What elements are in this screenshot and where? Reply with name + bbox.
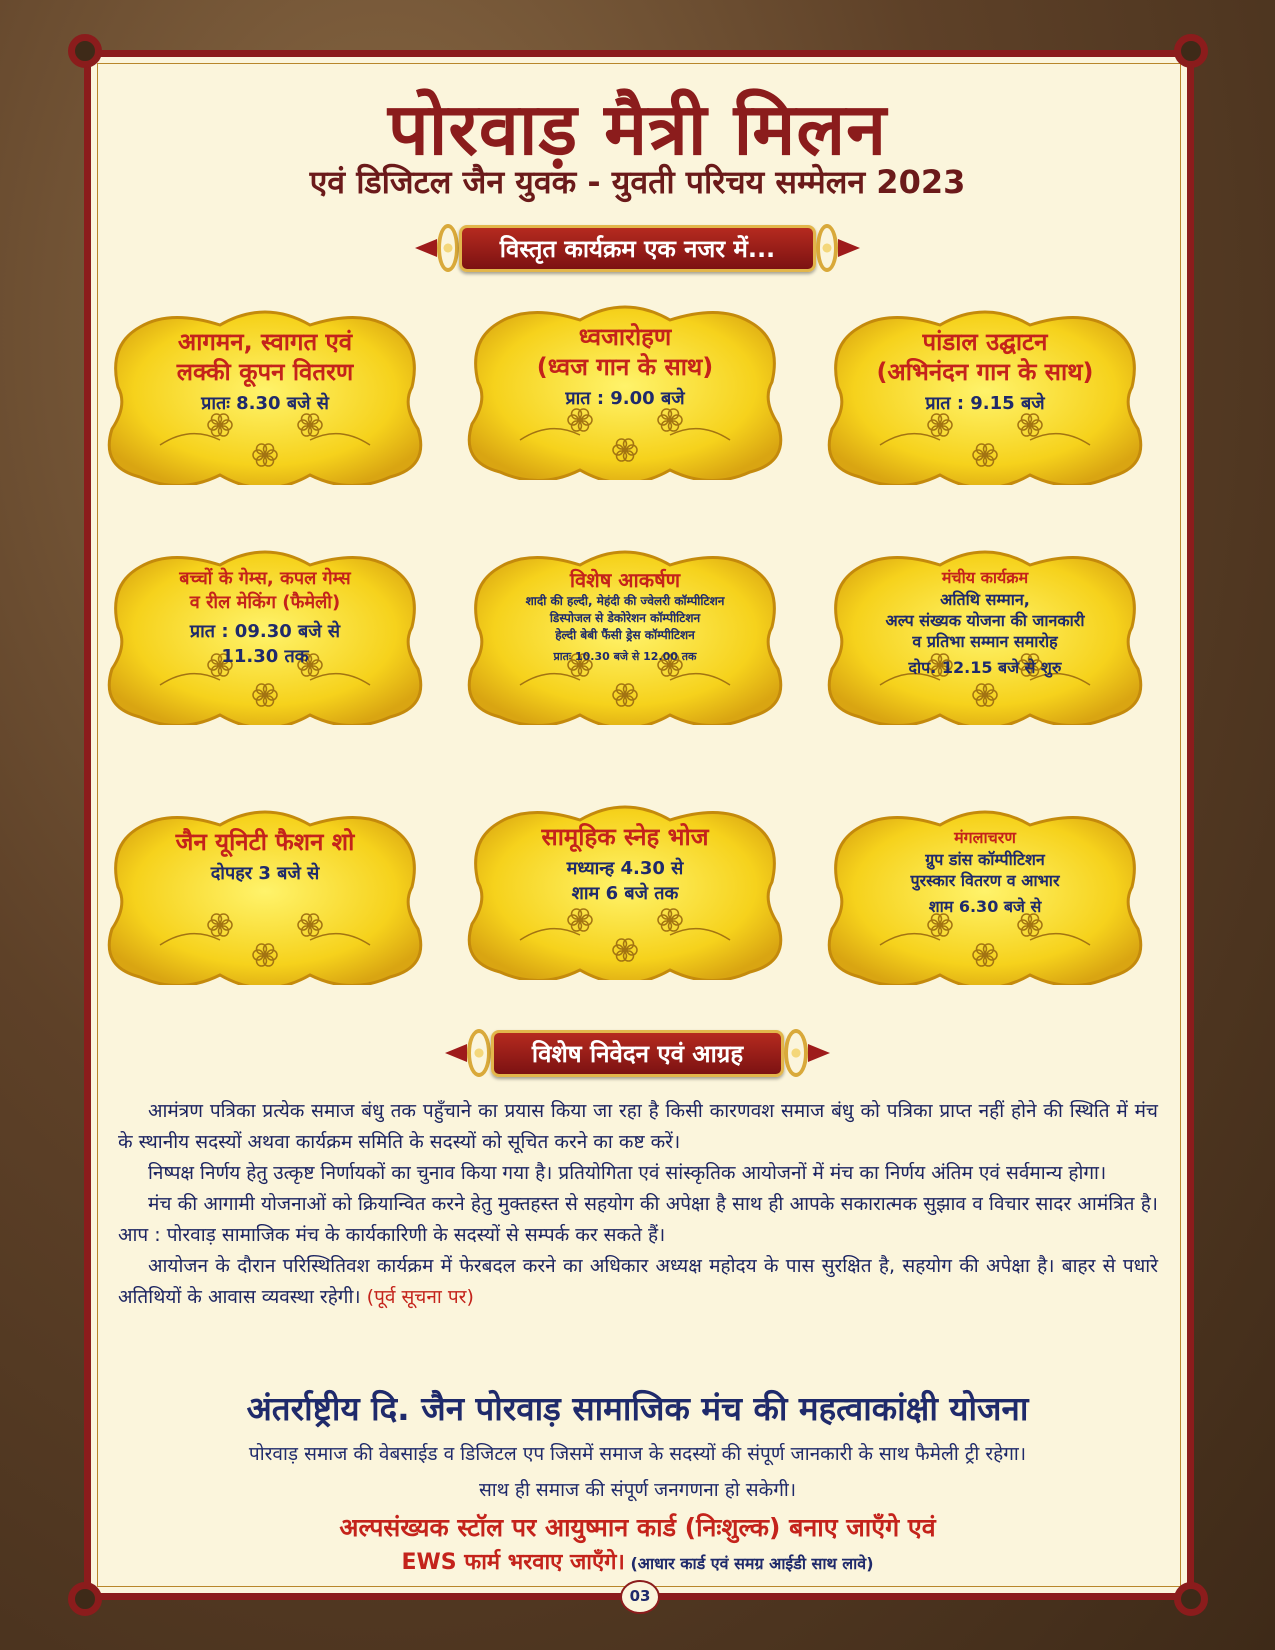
event-time: प्रात : 9.15 बजे: [925, 393, 1045, 414]
scheme-line-2: साथ ही समाज की संपूर्ण जनगणना हो सकेगी।: [478, 1479, 797, 1501]
event-time: शाम 6 बजे तक: [571, 883, 679, 904]
event-card: [460, 300, 790, 480]
event-time: प्रातः 8.30 बजे से: [201, 393, 329, 414]
event-title: विशेष आकर्षण: [569, 568, 681, 592]
frame-corner: [1174, 1582, 1208, 1616]
event-title: आगमन, स्वागत एवं: [177, 328, 353, 356]
event-time: दोपहर 3 बजे से: [210, 863, 320, 884]
program-ribbon: [415, 225, 860, 271]
event-detail: व प्रतिभा सम्मान समारोह: [912, 632, 1058, 651]
scheme-highlight-row: [0, 1546, 1275, 1576]
event-detail: हेल्दी बेबी फैंसी ड्रेस कॉम्पीटिशन: [555, 628, 695, 642]
event-time: प्रात : 9.00 बजे: [565, 388, 685, 409]
event-title: जैन यूनिटी फैशन शो: [175, 828, 355, 856]
event-title: लक्की कूपन वितरण: [176, 358, 354, 386]
event-title: बच्चों के गेम्स, कपल गेम्स: [179, 568, 351, 589]
scheme-highlight-1: अल्पसंख्यक स्टॉल पर आयुष्मान कार्ड (निःशुल्क) बनाए जाएँगे एवं: [339, 1513, 936, 1542]
event-title: मंचीय कार्यक्रम: [941, 568, 1029, 587]
event-title: (ध्वज गान के साथ): [536, 353, 714, 381]
event-title: व रील मेकिंग (फैमेली): [189, 592, 341, 613]
appeal-ribbon-label: विशेष निवेदन एवं आग्रह: [491, 1030, 784, 1077]
appeal-ribbon: [445, 1030, 830, 1076]
scheme-highlight-2: EWS फार्म भरवाए जाएँगे।: [401, 1550, 625, 1575]
frame-corner: [1174, 34, 1208, 68]
scheme-note: (आधार कार्ड एवं समग्र आईडी साथ लावे): [630, 1554, 874, 1573]
appeal-paragraph: निष्पक्ष निर्णय हेतु उत्कृष्ट निर्णायकों का चुनाव किया गया है। प्रतियोगिता एवं सांस्कृतिक आयोजनों में मंच का निर्णय अंतिम एवं सर्वमान्य होगा।: [148, 1162, 1107, 1184]
event-detail: डिस्पोजल से डेकोरेशन कॉम्पीटिशन: [549, 611, 701, 625]
ribbon-scroll-icon: [437, 224, 459, 272]
event-card: [100, 545, 430, 725]
scheme-line-1: पोरवाड़ समाज की वेबसाईड व डिजिटल एप जिसमें समाज के सदस्यों की संपूर्ण जानकारी के साथ फैमेली ट्री रहेगा।: [248, 1443, 1027, 1465]
event-card-text: [490, 322, 760, 411]
event-card-text: [850, 567, 1120, 679]
appeal-text: [118, 1096, 1158, 1313]
appeal-paragraph-text: आयोजन के दौरान परिस्थितिवश कार्यक्रम में फेरबदल करने का अधिकार अध्यक्ष महोदय के पास सुरक्षित है, सहयोग की अपेक्षा है। बाहर से पधारे अतिथियों के आवास व्यवस्था रहेगी।: [118, 1255, 1158, 1308]
event-time: प्रात : 09.30 बजे से: [189, 621, 341, 642]
event-card: [460, 800, 790, 980]
appeal-note: (पूर्व सूचना पर): [366, 1286, 474, 1308]
event-card-text: [490, 822, 760, 906]
frame-corner: [68, 34, 102, 68]
appeal-paragraph: [118, 1251, 1158, 1313]
event-title: पांडाल उद्घाटन: [922, 328, 1048, 356]
event-detail: पुरस्कार वितरण व आभार: [910, 871, 1060, 890]
event-card-text: [130, 827, 400, 886]
page-title: पोरवाड़ मैत्री मिलन: [387, 87, 888, 171]
event-detail: अल्प संख्यक योजना की जानकारी: [885, 611, 1085, 630]
event-card-text: [130, 327, 400, 416]
event-title: सामूहिक स्नेह भोज: [541, 823, 709, 851]
event-card-text: [130, 567, 400, 669]
event-card-text: [850, 827, 1120, 918]
page-number: 03: [620, 1580, 660, 1614]
event-card: [100, 305, 430, 485]
event-time: 11.30 तक: [221, 646, 309, 667]
event-time: प्रातः 10.30 बजे से 12.00 तक: [553, 650, 697, 663]
ribbon-dart-icon: [445, 1044, 467, 1062]
frame-corner: [68, 1582, 102, 1616]
event-card: [820, 545, 1150, 725]
ribbon-dart-icon: [808, 1044, 830, 1062]
event-time: मध्यान्ह 4.30 से: [566, 858, 684, 879]
event-title: (अभिनंदन गान के साथ): [876, 358, 1094, 386]
event-card: [820, 305, 1150, 485]
event-card: [820, 805, 1150, 985]
ribbon-dart-icon: [838, 239, 860, 257]
appeal-paragraph: मंच की आगामी योजनाओं को क्रियान्वित करने हेतु मुक्तहस्त से सहयोग की अपेक्षा है साथ ही आपके सकारात्मक सुझाव व विचार सादर आमंत्रित है। आप : पोरवाड़ सामाजिक मंच के कार्यकारिणी के सदस्यों से सम्पर्क कर सकते हैं।: [118, 1193, 1158, 1246]
scheme-headline: अंतर्राष्ट्रीय दि. जैन पोरवाड़ सामाजिक मंच की महत्वाकांक्षी योजना: [246, 1389, 1029, 1428]
event-time: दोप. 12.15 बजे से शुरु: [908, 658, 1062, 677]
ribbon-scroll-icon: [467, 1029, 491, 1077]
ribbon-scroll-icon: [784, 1029, 808, 1077]
event-card: [100, 805, 430, 985]
event-title: ध्वजारोहण: [578, 323, 672, 351]
appeal-paragraph: आमंत्रण पत्रिका प्रत्येक समाज बंधु तक पहुँचाने का प्रयास किया जा रहा है किसी कारणवश समाज बंधु को पत्रिका प्राप्त नहीं होने की स्थिति में मंच के स्थानीय सदस्यों अथवा कार्यक्रम समिति के सदस्यों को सूचित करने का कष्ट करें।: [118, 1100, 1158, 1153]
event-detail: ग्रुप डांस कॉम्पीटिशन: [925, 850, 1045, 869]
event-time: शाम 6.30 बजे से: [928, 897, 1042, 916]
event-card-text: [490, 567, 760, 666]
ribbon-scroll-icon: [816, 224, 838, 272]
page-subtitle: एवं डिजिटल जैन युवक - युवती परिचय सम्मेलन 2023: [309, 163, 966, 201]
event-card: [460, 545, 790, 725]
event-title: मंगलाचरण: [954, 828, 1016, 847]
program-ribbon-label: विस्तृत कार्यक्रम एक नजर में...: [459, 225, 816, 272]
event-detail: अतिथि सम्मान,: [940, 590, 1030, 609]
event-card-text: [850, 327, 1120, 416]
ribbon-dart-icon: [415, 239, 437, 257]
event-detail: शादी की हल्दी, मेहंदी की ज्वेलरी कॉम्पीटिशन: [525, 594, 725, 608]
